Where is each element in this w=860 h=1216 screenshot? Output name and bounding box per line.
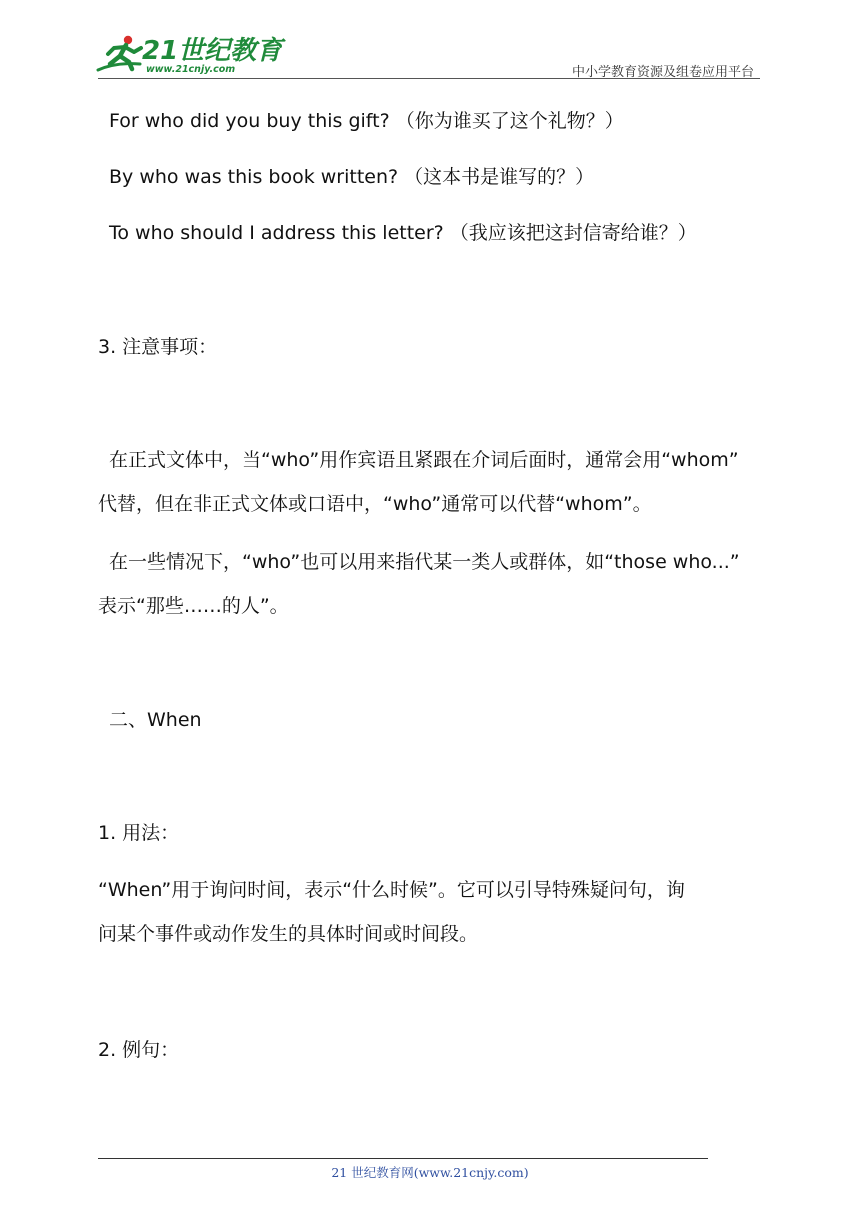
note-2-line-2: 表示“那些……的人”。 — [98, 595, 289, 617]
example-sentence-3: To who should I address this letter? （我应该把这封信寄给谁？） — [109, 222, 697, 244]
site-logo[interactable] — [96, 30, 283, 78]
usage-heading: 1. 用法： — [98, 822, 180, 844]
example-sentence-2: By who was this book written? （这本书是谁写的？） — [109, 166, 595, 188]
platform-name: 中小学教育资源及组卷应用平台 — [571, 65, 754, 80]
footer-site-link[interactable]: 21 世纪教育网(www.21cnjy.com) — [331, 1165, 529, 1180]
footer-divider — [98, 1158, 708, 1159]
section-3-heading: 3. 注意事项： — [98, 336, 218, 358]
examples-heading: 2. 例句： — [98, 1039, 180, 1061]
note-1-line-2: 代替，但在非正式文体或口语中，“who”通常可以代替“whom”。 — [98, 493, 652, 515]
logo-url: www.21cnjy.com — [146, 64, 236, 75]
note-1 — [98, 438, 764, 526]
header-divider — [98, 78, 760, 79]
usage-line-2: 问某个事件或动作发生的具体时间或时间段。 — [98, 923, 479, 945]
example-sentence-1: For who did you buy this gift? （你为谁买了这个礼物？） — [109, 110, 624, 132]
part-2-heading: 二、When — [109, 709, 202, 731]
usage-line-1: “When”用于询问时间，表示“什么时候”。它可以引导特殊疑问句，询 — [98, 879, 685, 901]
page-header — [0, 0, 860, 80]
logo-title: 21世纪教育 — [142, 36, 283, 66]
note-1-line-1: 在正式文体中，当“who”用作宾语且紧跟在介词后面时，通常会用“whom” — [109, 449, 739, 471]
note-2-line-1: 在一些情况下，“who”也可以用来指代某一类人或群体，如“those who...” — [109, 551, 740, 573]
runner-logo-icon — [96, 34, 144, 74]
note-2 — [98, 540, 764, 628]
usage-paragraph — [98, 868, 764, 956]
